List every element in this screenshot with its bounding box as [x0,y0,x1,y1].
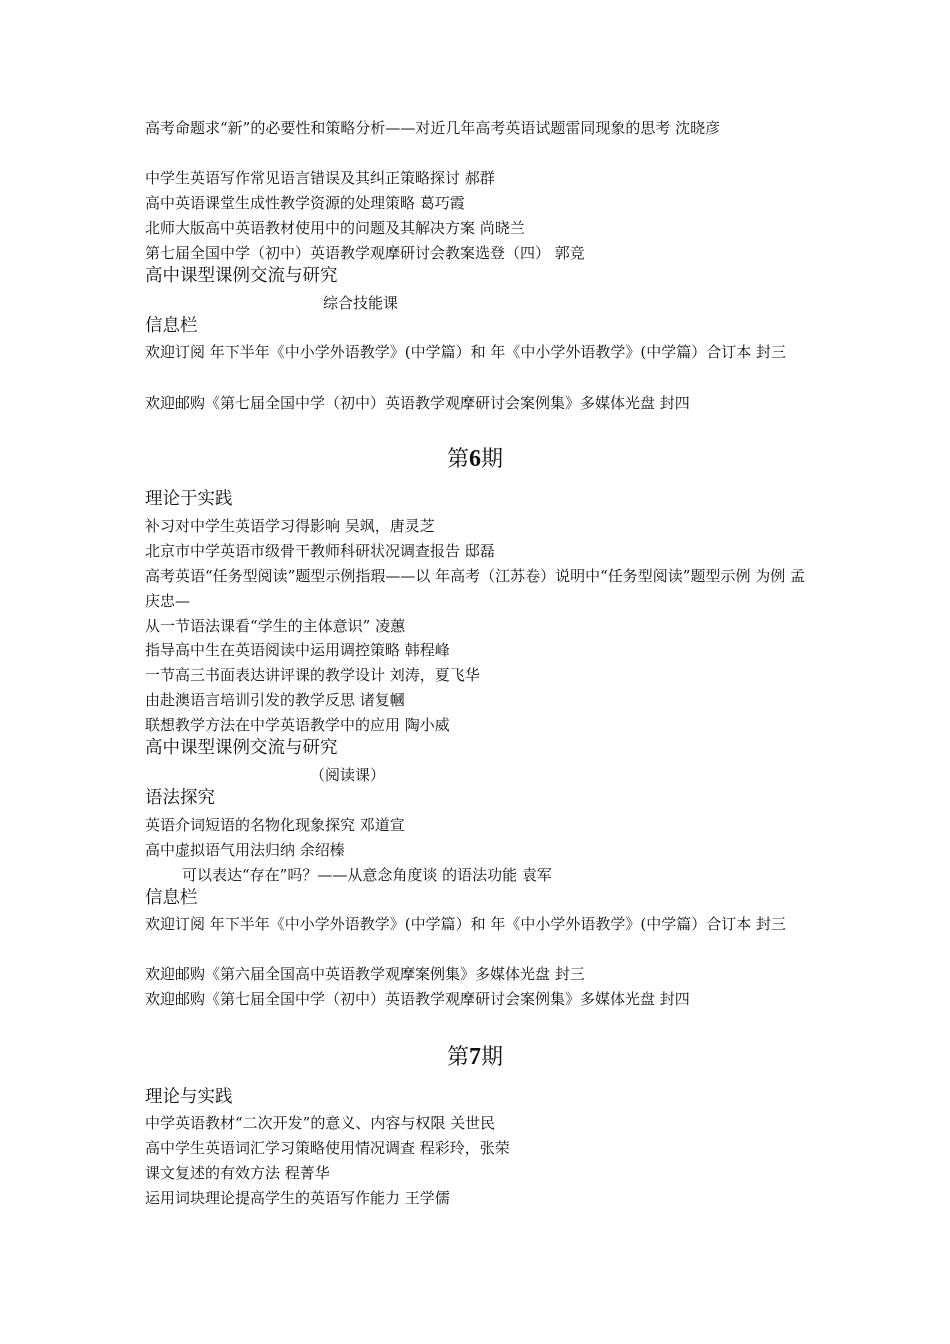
article-entry: 由赴澳语言培训引发的教学反思 诸复幗 [145,691,405,709]
section-heading-case-study: 高中课型课例交流与研究 [145,738,338,758]
article-entry: 一节高三书面表达讲评课的教学设计 刘涛，夏飞华 [145,666,480,684]
case-category: （阅读课） [310,766,386,784]
issue-heading: 第6期 [446,446,504,472]
section-heading-grammar: 语法探究 [145,788,215,808]
article-entry: 可以表达“存在”吗？——从意念角度谈 的语法功能 袁军 [182,866,552,884]
section-heading-case-study: 高中课型课例交流与研究 [145,266,338,286]
article-entry: 北京市中学英语市级骨干教师科研状况调查报告 邸磊 [145,542,495,560]
article-entry: 高考命题求“新”的必要性和策略分析——对近几年高考英语试题雷同现象的思考 沈晓彦 [145,119,721,137]
article-entry: 高中学生英语词汇学习策略使用情况调查 程彩玲，张荣 [145,1139,510,1157]
article-entry: 高中英语课堂生成性教学资源的处理策略 葛巧霞 [145,194,465,212]
issue-heading: 第7期 [446,1044,504,1070]
info-entry: 欢迎邮购《第七届全国中学（初中）英语教学观摩研讨会案例集》多媒体光盘 封四 [145,394,690,412]
info-entry: 欢迎订阅 年下半年《中小学外语教学》(中学篇）和 年《中小学外语教学》(中学篇）合订本 封三 [145,343,787,361]
article-entry: 联想教学方法在中学英语教学中的应用 陶小威 [145,716,450,734]
article-entry: 第七届全国中学（初中）英语教学观摩研讨会教案选登（四） 郭竞 [145,244,585,262]
article-entry: 高中虚拟语气用法归纳 余绍榛 [145,841,345,859]
section-heading-info: 信息栏 [145,316,198,336]
case-category: 综合技能课 [323,294,399,312]
info-entry: 欢迎订阅 年下半年《中小学外语教学》(中学篇）和 年《中小学外语教学》(中学篇）合订本 封三 [145,915,787,933]
article-entry: 课文复述的有效方法 程菁华 [145,1164,330,1182]
article-entry: 高考英语“任务型阅读”题型示例指瑕——以 年高考（江苏卷）说明中“任务型阅读”题型示例 为例 孟庆忠— [145,567,805,610]
article-entry: 中学生英语写作常见语言错误及其纠正策略探讨 郝群 [145,169,495,187]
info-entry: 欢迎邮购《第六届全国高中英语教学观摩案例集》多媒体光盘 封三 [145,965,585,983]
section-heading-theory: 理论与实践 [145,1087,233,1107]
article-entry: 运用词块理论提高学生的英语写作能力 王学儒 [145,1189,450,1207]
section-heading-info: 信息栏 [145,888,198,908]
article-entry: 从一节语法课看“学生的主体意识” 凌蕙 [145,617,406,635]
article-entry: 指导高中生在英语阅读中运用调控策略 韩程峰 [145,641,450,659]
section-heading-theory: 理论于实践 [145,489,233,509]
article-entry: 补习对中学生英语学习得影响 吴飒，唐灵芝 [145,517,435,535]
info-entry: 欢迎邮购《第七届全国中学（初中）英语教学观摩研讨会案例集》多媒体光盘 封四 [145,990,690,1008]
article-entry: 中学英语教材“二次开发”的意义、内容与权限 关世民 [145,1114,496,1132]
article-entry: 北师大版高中英语教材使用中的问题及其解决方案 尚晓兰 [145,219,525,237]
article-entry: 英语介词短语的名物化现象探究 邓道宣 [145,816,405,834]
